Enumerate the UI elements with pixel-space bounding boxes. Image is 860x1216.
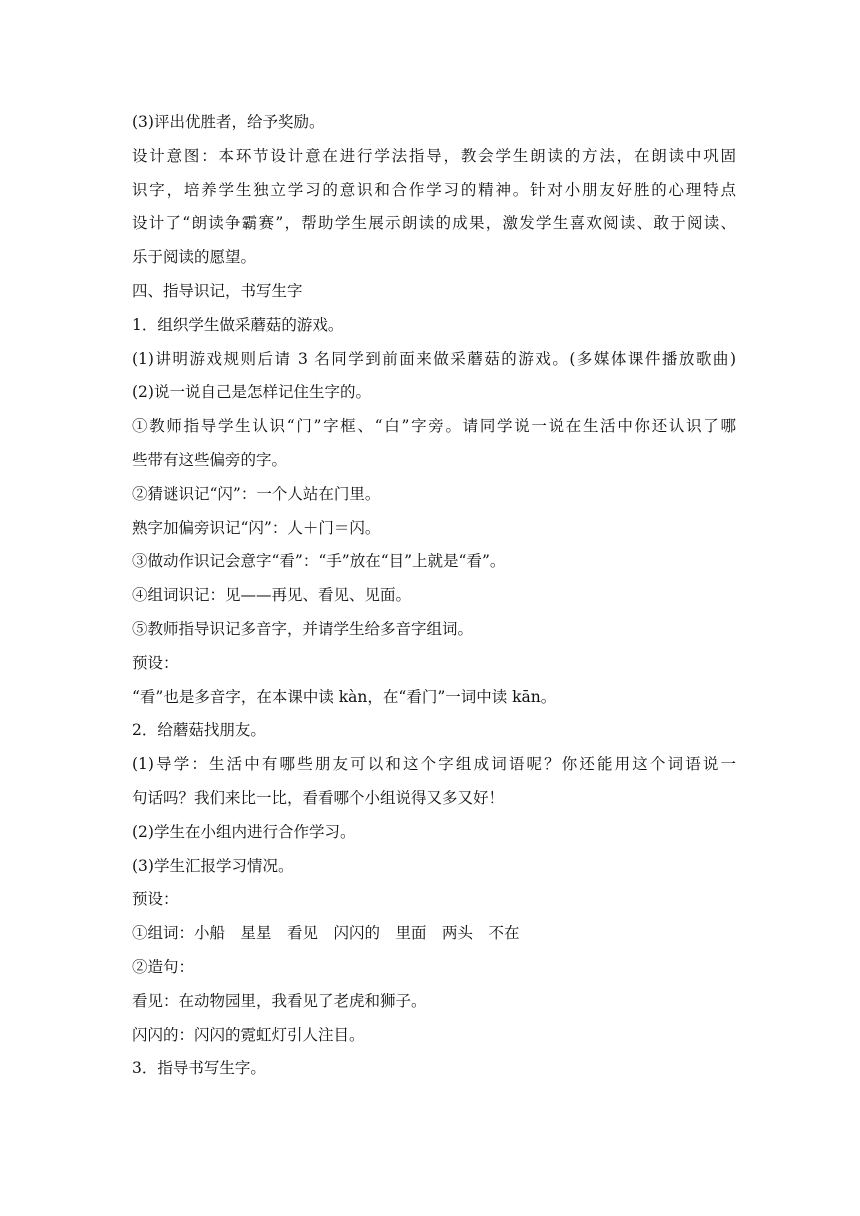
text-line: 设计意图：本环节设计意在进行学法指导，教会学生朗读的方法，在朗读中巩固: [132, 146, 736, 165]
text-line: 预设：: [132, 653, 179, 672]
text-line: ①教师指导学生认识“门”字框、“白”字旁。请同学说一说在生活中你还认识了哪: [132, 417, 736, 436]
text-line: “看”也是多音字，在本课中读 kàn，在“看门”一词中读 kān。: [132, 687, 557, 706]
text-line: ②造句：: [132, 957, 195, 976]
text-line: (3)学生汇报学习情况。: [132, 856, 294, 875]
text-line: 四、指导识记，书写生字: [132, 281, 303, 300]
text-line: 闪闪的：闪闪的霓虹灯引人注目。: [132, 1025, 365, 1044]
text-line: (2)说一说自己是怎样记住生字的。: [132, 383, 371, 402]
text-line: (2)学生在小组内进行合作学习。: [132, 822, 356, 841]
text-line: ①组词：小船 星星 看见 闪闪的 里面 两头 不在: [132, 924, 520, 943]
text-line: 看见：在动物园里，我看见了老虎和狮子。: [132, 991, 427, 1010]
text-line: 句话吗？我们来比一比，看看哪个小组说得又多又好！: [132, 788, 505, 807]
text-line: 些带有这些偏旁的字。: [132, 450, 288, 469]
text-line: 1．组织学生做采蘑菇的游戏。: [132, 315, 344, 334]
text-line: ⑤教师指导识记多音字，并请学生给多音字组词。: [132, 619, 474, 638]
document-page: [132, 106, 736, 1086]
text-line: (3)评出优胜者，给予奖励。: [132, 113, 325, 131]
text-line: 熟字加偏旁识记“闪”：人＋门＝闪。: [132, 518, 381, 537]
text-line: 3．指导书写生字。: [132, 1059, 266, 1078]
text-line: 设计了“朗读争霸赛”，帮助学生展示朗读的成果，激发学生喜欢阅读、敢于阅读、: [132, 214, 736, 233]
text-line: ④组词识记：见——再见、看见、见面。: [132, 586, 412, 605]
text-line: 2．给蘑菇找朋友。: [132, 721, 266, 740]
text-line: (1)导学：生活中有哪些朋友可以和这个字组成词语呢？你还能用这个词语说一: [132, 755, 736, 774]
text-line: (1)讲明游戏规则后请 3 名同学到前面来做采蘑菇的游戏。(多媒体课件播放歌曲): [132, 349, 736, 368]
text-line: 乐于阅读的愿望。: [132, 248, 257, 267]
text-line: ③做动作识记会意字“看”：“手”放在“目”上就是“看”。: [132, 552, 506, 571]
text-line: ②猜谜识记“闪”：一个人站在门里。: [132, 484, 381, 503]
text-line: 预设：: [132, 890, 179, 909]
text-line: 识字，培养学生独立学习的意识和合作学习的精神。针对小朋友好胜的心理特点: [132, 180, 736, 199]
